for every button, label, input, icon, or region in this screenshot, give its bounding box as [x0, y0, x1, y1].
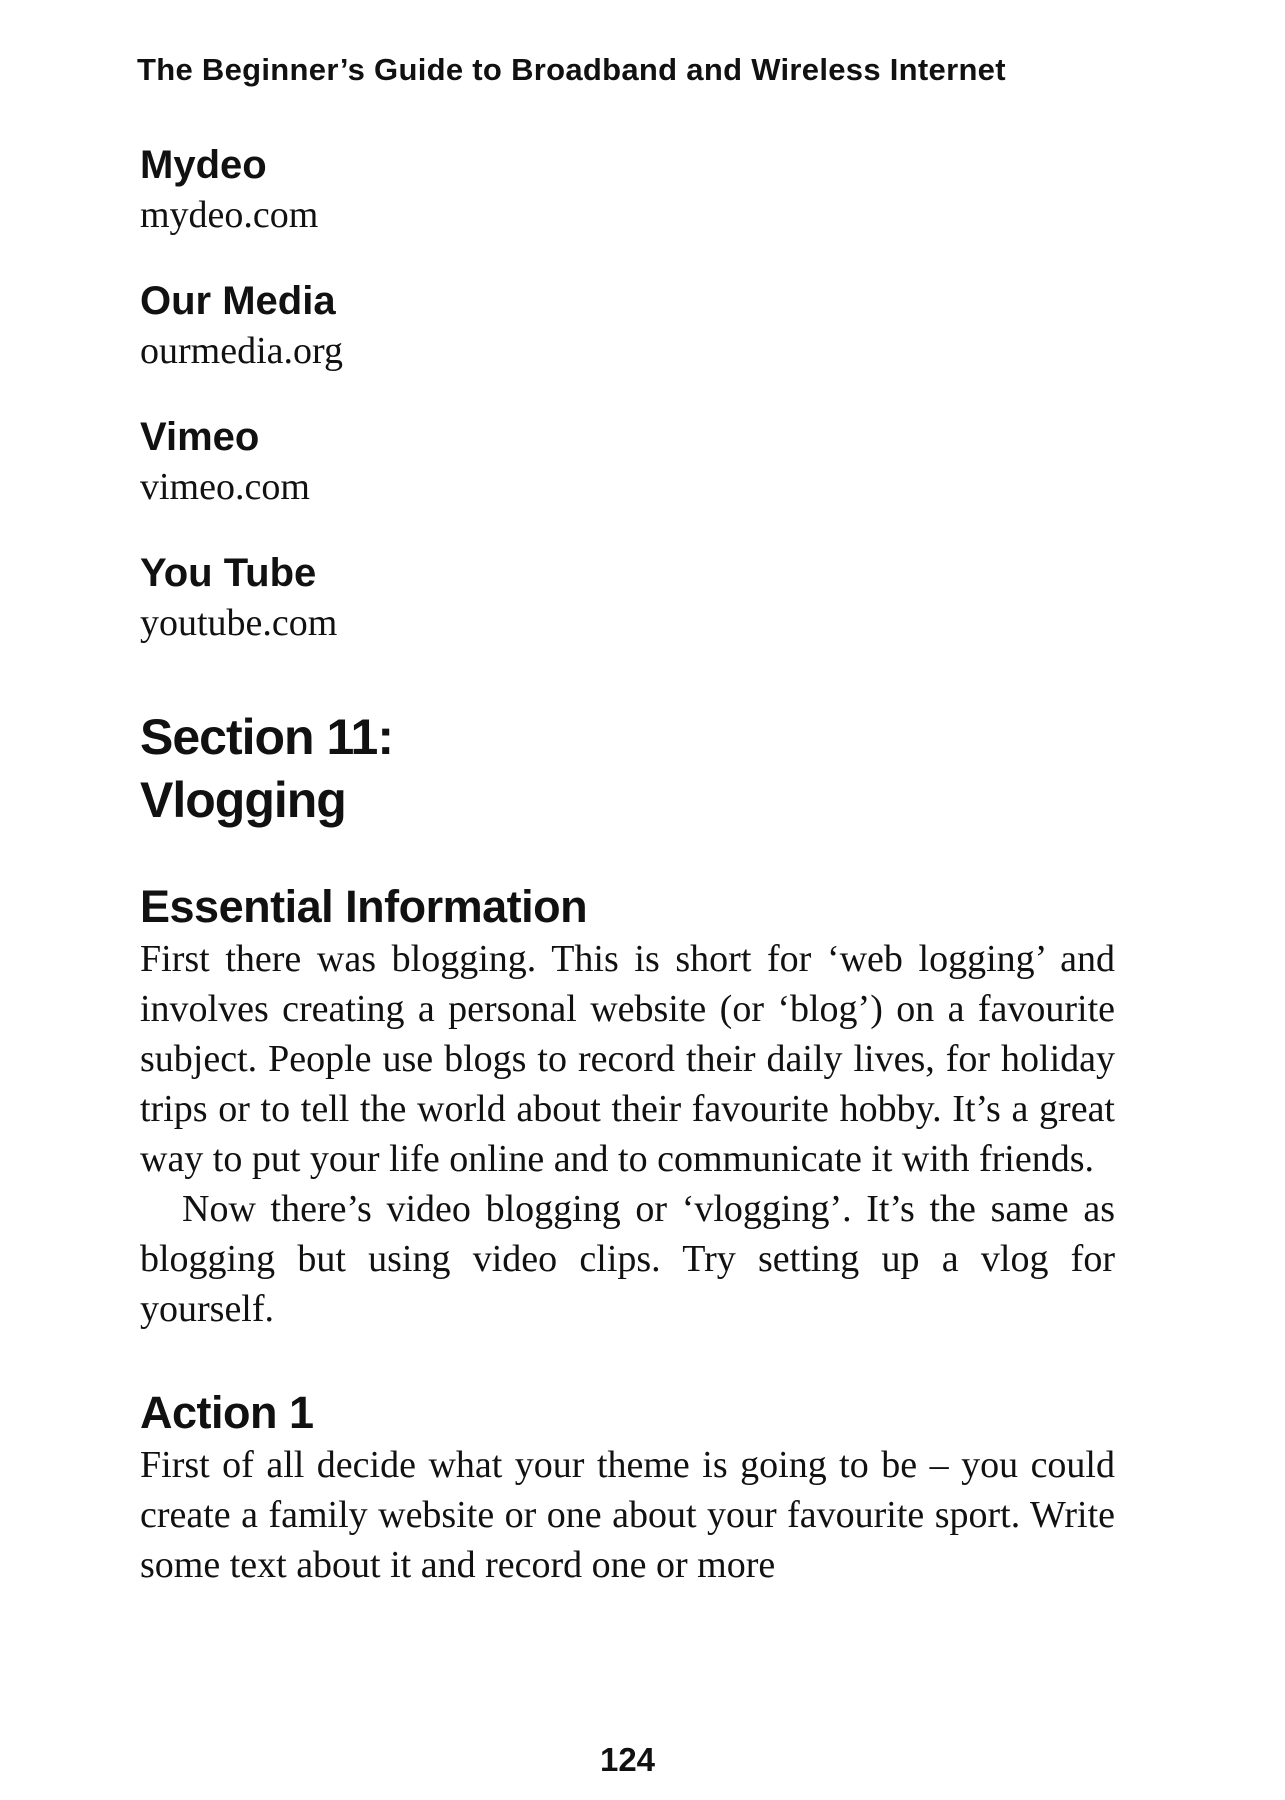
- site-entry-vimeo: [140, 412, 1115, 512]
- section-title-line1: Section 11:: [140, 709, 393, 765]
- essential-paragraph-2: Now there’s video blogging or ‘vlogging’. It’s the same as blogging but using video clips. Try setting up a vlog for yourself.: [140, 1188, 1115, 1330]
- site-name: Our Media: [140, 279, 336, 323]
- action-1-paragraph: First of all decide what your theme is going to be – you could create a family website or one about your favourite sport. Write some text about it and record one or more: [140, 1444, 1115, 1586]
- section-title: [140, 706, 1115, 832]
- section-title-line2: Vlogging: [140, 772, 346, 828]
- action-1-heading: Action 1: [140, 1387, 314, 1438]
- essential-information-heading: Essential Information: [140, 881, 588, 932]
- site-url: vimeo.com: [140, 466, 310, 508]
- page-number: 124: [599, 1741, 656, 1778]
- site-entry-you-tube: [140, 548, 1115, 648]
- site-url: ourmedia.org: [140, 330, 343, 372]
- page-content: [140, 140, 1115, 1590]
- site-name: Mydeo: [140, 143, 267, 187]
- site-entry-our-media: [140, 276, 1115, 376]
- site-url: youtube.com: [140, 602, 338, 644]
- site-name: Vimeo: [140, 415, 260, 459]
- site-entry-mydeo: [140, 140, 1115, 240]
- site-name: You Tube: [140, 551, 317, 595]
- running-header-title: The Beginner’s Guide to Broadband and Wireless Internet: [137, 52, 1006, 87]
- site-url: mydeo.com: [140, 194, 319, 236]
- essential-paragraph-1: First there was blogging. This is short for ‘web logging’ and involves creating a personal website (or ‘blog’) on a favourite subject. People use blogs to record their daily lives, for holiday trips or to tell the world about their favourite hobby. It’s a great way to put your life online and to communicate it with friends.: [140, 938, 1115, 1180]
